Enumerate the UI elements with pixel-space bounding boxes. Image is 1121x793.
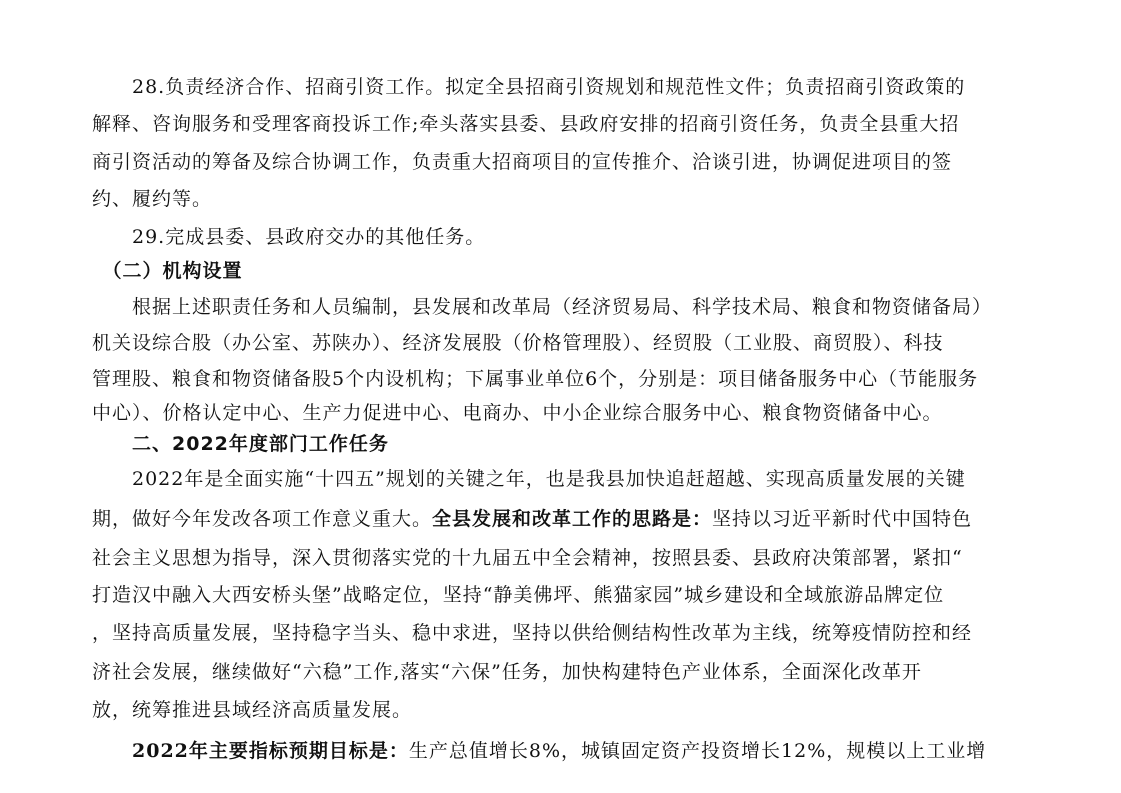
section-2-heading: 二、2022年度部门工作任务 <box>92 433 389 455</box>
tasks-line-3: 社会主义思想为指导，深入贯彻落实党的十九届五中全会精神，按照县委、县政府决策部署，紧扣“ <box>92 547 963 569</box>
tasks-line-2-post: 坚持以习近平新时代中国特色 <box>712 508 973 530</box>
org-line-4: 中心）、价格认定中心、生产力促进中心、电商办、中小企业综合服务中心、粮食物资储备中心。 <box>92 402 943 424</box>
targets-text: 生产总值增长8%，城镇固定资产投资增长12%，规模以上工业增 <box>408 740 987 762</box>
item-28-line-4: 约、履约等。 <box>92 188 213 210</box>
tasks-line-5: ，坚持高质量发展，坚持稳字当头、稳中求进，坚持以供给侧结构性改革为主线，统筹疫情防控和经 <box>92 622 973 644</box>
tasks-line-4: 打造汉中融入大西安桥头堡”战略定位，坚持“静美佛坪、熊猫家园”城乡建设和全域旅游品牌定位 <box>92 584 945 606</box>
tasks-line-2 <box>92 506 1032 532</box>
tasks-line-7: 放，统筹推进县域经济高质量发展。 <box>92 699 413 721</box>
tasks-approach-label: 全县发展和改革工作的思路是： <box>432 508 713 530</box>
tasks-line-2-pre: 期，做好今年发改各项工作意义重大。 <box>92 508 433 530</box>
item-28-line-2: 解释、咨询服务和受理客商投诉工作;牵头落实县委、县政府安排的招商引资任务，负责全县重大招 <box>92 113 960 135</box>
item-29: 29.完成县委、县政府交办的其他任务。 <box>92 226 486 248</box>
item-28-line-1: 28.负责经济合作、招商引资工作。拟定全县招商引资规划和规范性文件；负责招商引资政策的 <box>92 76 966 98</box>
section-org-heading: （二）机构设置 <box>92 260 243 282</box>
targets-line <box>92 738 1032 764</box>
org-line-1: 根据上述职责任务和人员编制，县发展和改革局（经济贸易局、科学技术局、粮食和物资储备局） <box>92 296 993 318</box>
org-line-2: 机关设综合股（办公室、苏陕办）、经济发展股（价格管理股）、经贸股（工业股、商贸股）、科技 <box>92 332 944 354</box>
tasks-line-6: 济社会发展，继续做好“六稳”工作,落实“六保”任务，加快构建特色产业体系，全面深化改革开 <box>92 661 922 683</box>
item-28-line-3: 商引资活动的筹备及综合协调工作，负责重大招商项目的宣传推介、洽谈引进，协调促进项目的签 <box>92 151 953 173</box>
org-line-3: 管理股、粮食和物资储备股5个内设机构；下属事业单位6个，分别是：项目储备服务中心（节能服务 <box>92 368 979 390</box>
tasks-line-1: 2022年是全面实施“十四五”规划的关键之年，也是我县加快追赶超越、实现高质量发展的关键 <box>92 468 966 490</box>
targets-label: 2022年主要指标预期目标是： <box>92 740 409 762</box>
